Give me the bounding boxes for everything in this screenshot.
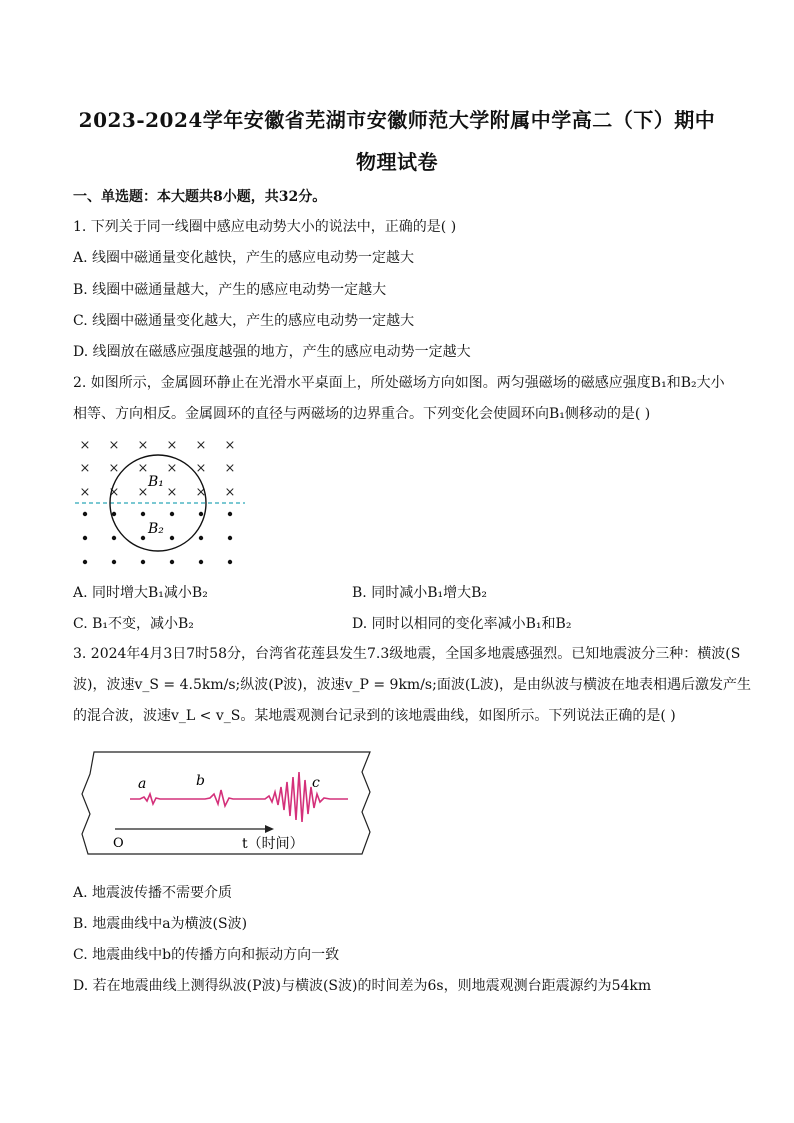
q2-option-a: A. 同时增大B₁减小B₂: [73, 585, 208, 601]
exam-title-line2: 物理试卷: [356, 150, 438, 174]
cross-mark: ×: [224, 485, 236, 500]
wave-label-a: a: [138, 776, 147, 792]
cross-mark: ×: [79, 485, 91, 500]
q3-option-d: D. 若在地震曲线上测得纵波(P波)与横波(S波)的时间差为6s，则地震观测台距震源约为54km: [73, 978, 652, 994]
q2-option-c: C. B₁不变，减小B₂: [73, 616, 194, 632]
label-b1: B₁: [148, 474, 164, 490]
cross-mark: ×: [137, 485, 149, 500]
q2-option-b: B. 同时减小B₁增大B₂: [352, 585, 487, 601]
cross-mark: ×: [108, 461, 120, 476]
cross-mark: ×: [195, 485, 207, 500]
q3-option-a: A. 地震波传播不需要介质: [73, 885, 233, 901]
q3-stem-line3: 的混合波，波速v_L < v_S。某地震观测台记录到的该地震曲线，如图所示。下列说法正确的是( ): [73, 708, 676, 724]
q3-option-b: B. 地震曲线中a为横波(S波): [73, 916, 248, 932]
q1-option-c: C. 线圈中磁通量变化越大，产生的感应电动势一定越大: [73, 313, 415, 329]
wave-label-c: c: [312, 775, 320, 791]
wave-label-b: b: [196, 773, 205, 789]
cross-mark: ×: [224, 461, 236, 476]
cross-mark: ×: [79, 461, 91, 476]
cross-mark: ×: [108, 485, 120, 500]
cross-mark: ×: [166, 438, 178, 453]
cross-mark: ×: [195, 438, 207, 453]
q3-stem-line1: 3. 2024年4月3日7时58分，台湾省花莲县发生7.3级地震，全国多地震感强烈。已知地震波分三种：横波(S: [73, 646, 741, 662]
q2-option-d: D. 同时以相同的变化率减小B₁和B₂: [352, 616, 572, 632]
field-crosses-b1: [80, 438, 236, 500]
q1-option-b: B. 线圈中磁通量越大，产生的感应电动势一定越大: [73, 282, 387, 298]
cross-mark: ×: [137, 438, 149, 453]
label-b2: B₂: [148, 521, 164, 537]
cross-mark: ×: [79, 438, 91, 453]
cross-mark: ×: [166, 485, 178, 500]
cross-mark: ×: [224, 438, 236, 453]
cross-mark: ×: [166, 461, 178, 476]
q1-option-d: D. 线圈放在磁感应强度越强的地方，产生的感应电动势一定越大: [73, 344, 471, 360]
field-dots-b2: [83, 512, 232, 564]
cross-mark: ×: [137, 461, 149, 476]
cross-mark: ×: [108, 438, 120, 453]
q2-stem-line1: 2. 如图所示，金属圆环静止在光滑水平桌面上，所处磁场方向如图。两匀强磁场的磁感应强度B₁和B₂大小: [73, 375, 725, 391]
seismogram-figure: [80, 742, 380, 867]
origin-label: O: [113, 836, 124, 851]
magnetic-field-figure: [70, 430, 250, 575]
time-axis-label: t（时间）: [242, 836, 304, 852]
cross-mark: ×: [195, 461, 207, 476]
exam-title-line1: 2023-2024学年安徽省芜湖市安徽师范大学附属中学高二（下）期中: [78, 108, 716, 132]
q2-stem-line2: 相等、方向相反。金属圆环的直径与两磁场的边界重合。下列变化会使圆环向B₁侧移动的是( ): [73, 406, 651, 422]
section-heading: 一、单选题：本大题共8小题，共32分。: [73, 189, 327, 205]
q1-stem: 1. 下列关于同一线圈中感应电动势大小的说法中，正确的是( ): [73, 219, 457, 235]
q3-stem-line2: 波)，波速v_S = 4.5km/s;纵波(P波)，波速v_P = 9km/s;面波(L波)，是由纵波与横波在地表相遇后激发产生: [73, 677, 752, 693]
q3-option-c: C. 地震曲线中b的传播方向和振动方向一致: [73, 947, 340, 963]
q1-option-a: A. 线圈中磁通量变化越快，产生的感应电动势一定越大: [73, 250, 415, 266]
